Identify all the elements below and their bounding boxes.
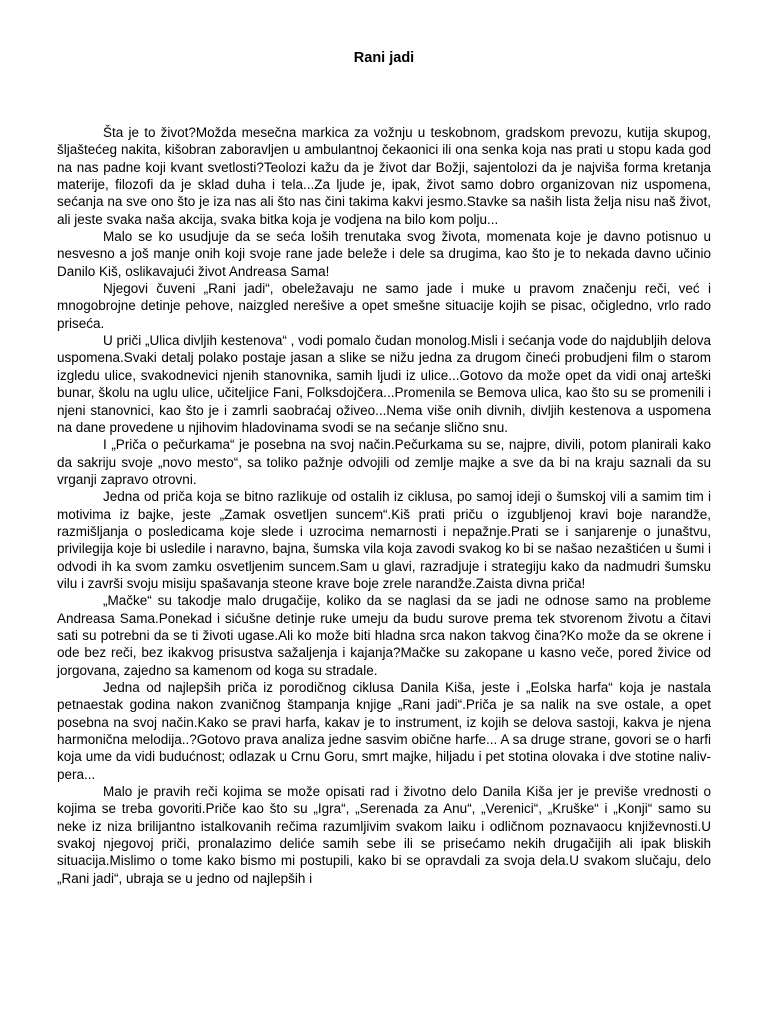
paragraph: Malo je pravih reči kojima se može opisati rad i životno delo Danila Kiša jer je previše vrednosti o kojima se treba govoriti.Priče kao što su „Igra“, „Serenada za Anu“, „Verenici“, „Kruške“ i „Konji“ samo su neke iz niza brilijantno istalkovanih rečima razumljivim svakom laiku i odličnom poznavaocu književnosti.U svakoj njegovoj priči, pronalazimo deliće samih sebe ili se prisećamo nekih drugačijih ali ipak bliskih situacija.Mislimo o tome kako bismo mi postupili, kako bi se opravdali za svoja dela.U svakom slučaju, delo „Rani jadi“, ubraja se u jedno od najlepših i <box>57 784 711 886</box>
paragraph: U priči „Ulica divljih kestenova“ , vodi pomalo čudan monolog.Misli i sećanja vode do najdubljih delova uspomena.Svaki detalj polako postaje jasan a slike se nižu jedna za drugom čineći probudjeni film o starom izgledu ulice, svakodnevici njenih stanovnika, samih ljudi iz ulice...Gotovo da može opet da vidi onaj arteški bunar, školu na uglu ulice, učiteljice Fani, Folksdojčera...Promenila se Bemova ulica, kao što su se promenili i njeni stanovnici, kao što je i zamrli saobraćaj oživeo...Nema više onih divnih, divljih kestenova a uspomena na dane provedene u njihovim hladovinama svodi se na sećanje slično snu. <box>57 333 711 435</box>
paragraph: „Mačke“ su takodje malo drugačije, koliko da se naglasi da se jadi ne odnose samo na probleme Andreasa Sama.Ponekad i sićušne detinje ruke umeju da budu surove prema tek stvorenom životu a čitavi sati su potrebni da se ti životi ugase.Ali ko može biti hladna srca nakon takvog čina?Ko može da se okrene i ode bez reči, bez ikakvog prisustva sažaljenja i kajanja?Mačke su zakopane u kasno veče, pored živice od jorgovana, zajedno sa kamenom od koga su stradale. <box>57 593 711 678</box>
paragraph: Jedna od priča koja se bitno razlikuje od ostalih iz ciklusa, po samoj ideji o šumskoj vili a samim tim i motivima iz bajke, jeste „Zamak osvetljen suncem“.Kiš prati priču o izgubljenoj kravi boje narandže, razmišljanja o posledicama koje slede i uzrocima nemarnosti i nepažnje.Prati se i sanjarenje o junaštvu, privilegija koje bi usledile i naravno, bajna, šumska vila koja zavodi svakog ko bi se našao nezaštićen u šumi i odvodi ih ka svom zamku osvetljenim suncem.Sam u glavi, razradjuje i strategiju kako da nadmudri šumsku vilu i završi svoju misiju spašavanja steone krave boje zrele narandže.Zaista divna priča! <box>57 489 711 591</box>
paragraph: I „Priča o pečurkama“ je posebna na svoj način.Pečurkama su se, najpre, divili, potom planirali kako da sakriju svoje „novo mesto“, sa toliko pažnje odvojili od zemlje majke a sve da bi na kraju saznali da su vrganji zapravo otrovni. <box>57 437 711 487</box>
document-body <box>57 124 711 887</box>
paragraph: Jedna od najlepših priča iz porodičnog ciklusa Danila Kiša, jeste i „Eolska harfa“ koja je nastala petnaestak godina nakon zvaničnog štampanja knjige „Rani jadi“.Priča je sa nalik na sve ostale, a opet posebna na svoj način.Kako se pravi harfa, kakav je to instrument, iz kojih se delova sastoji, kakva je njena harmonična melodija..?Gotovo prava analiza jedne sasvim obične harfe... A sa druge strane, govori se o harfi koja ume da vidi budućnost; odlazak u Crnu Goru, smrt majke, hiljadu i pet stotina olovaka i dve stotine naliv-pera... <box>57 680 711 782</box>
paragraph: Šta je to život?Možda mesečna markica za vožnju u teskobnom, gradskom prevozu, kutija skupog, šljaštećeg nakita, kišobran zaboravljen u ambulantnoj čekaonici ili ona senka koja nas prati u stopu kada god na nas padne koji kvant svetlosti?Teolozi kažu da je život dar Božji, sajentolozi da je najviša forma kretanja materije, filozofi da je sklad duha i tela...Za ljude je, ipak, život samo dobro organizovan niz uspomena, sećanja na sve ono što je iza nas ali što nas čini takima kakvi jesmo.Stavke sa naših lista želja nisu naš život, ali jeste svaka naša akcija, svaka bitka koja je vodjena na bilo kom polju... <box>57 125 711 227</box>
paragraph: Malo se ko usudjuje da se seća loših trenutaka svog života, momenata koje je davno potisnuo u nesvesno a još manje onih koji svoje rane jade beleže i dele sa drugima, kao što je to nekada davno učinio Danilo Kiš, oslikavajući život Andreasa Sama! <box>57 229 711 279</box>
document-title: Rani jadi <box>353 50 415 66</box>
paragraph: Njegovi čuveni „Rani jadi“, obeležavaju ne samo jade i muke u pravom značenju reči, već i mnogobrojne detinje pehove, naizgled nerešive a opet smešne situacije kojih se pisac, očigledno, vrlo rado priseća. <box>57 281 711 331</box>
